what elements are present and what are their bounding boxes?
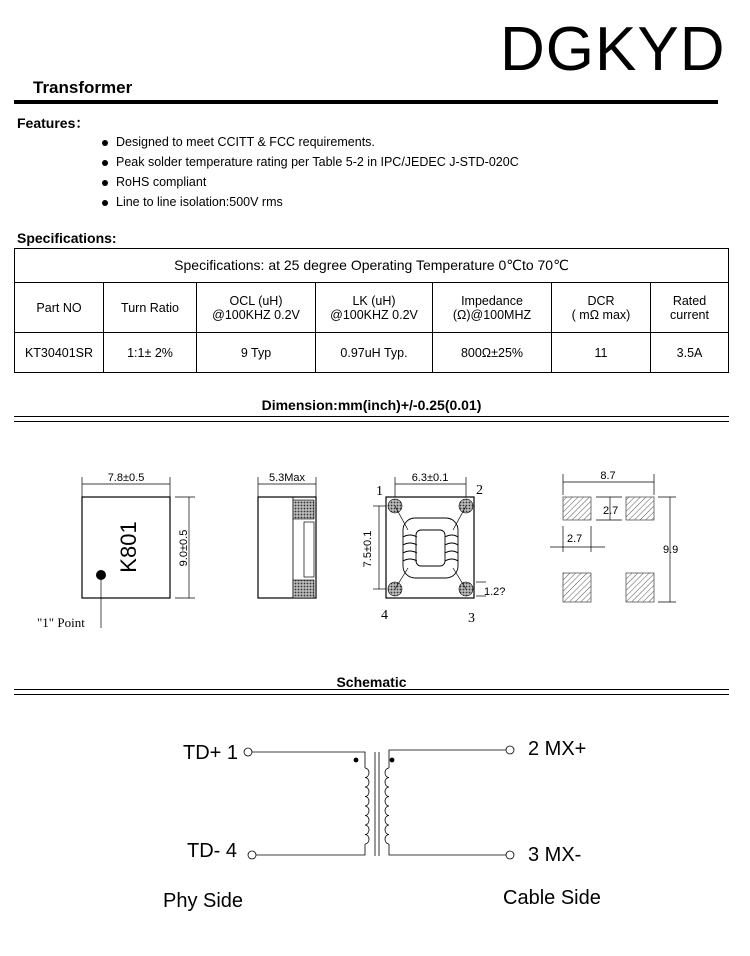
column-header: Rated current — [651, 283, 729, 333]
pin-label: 2 — [476, 483, 483, 498]
pin-mx-plus: 2 MX+ — [528, 738, 587, 760]
column-header: Turn Ratio — [104, 283, 197, 333]
pin-td-plus: TD+ 1 — [183, 742, 239, 764]
side-width-label: 5.3Max — [268, 472, 306, 484]
specifications-label: Specifications: — [17, 230, 117, 246]
header-divider — [14, 100, 718, 104]
land-width-label: 8.7 — [600, 470, 616, 482]
polarity-dot-primary — [354, 758, 359, 763]
point-label: "1" Point — [37, 615, 85, 630]
side-view — [258, 472, 316, 598]
bottom-width-label: 6.3±0.1 — [411, 472, 449, 484]
part-marking: K801 — [116, 521, 141, 573]
pin-label: 4 — [381, 608, 388, 623]
spec-condition: Specifications: at 25 degree Operating Temperature 0℃to 70℃ — [15, 249, 729, 283]
dimension-divider — [14, 416, 729, 422]
pad-size-label: 1.2? — [484, 586, 506, 598]
spec-table — [14, 248, 729, 373]
brand-logo: DGKYD — [500, 15, 726, 84]
spec-cell: KT30401SR — [15, 333, 104, 373]
bottom-height-label: 7.5±0.1 — [362, 530, 374, 568]
land-pad-label: 2.7 — [603, 505, 619, 517]
column-header: LK (uH) @100KHZ 0.2V — [316, 283, 433, 333]
land-height-label: 9.9 — [663, 544, 679, 556]
pin-label: 3 — [468, 611, 475, 626]
column-header: DCR ( mΩ max) — [552, 283, 651, 333]
land-pattern — [550, 470, 678, 602]
top-width-label: 7.8±0.5 — [107, 472, 145, 484]
feature-item: Designed to meet CCITT & FCC requirements. — [100, 132, 519, 152]
dimension-drawings — [0, 440, 750, 650]
phy-side-label: Phy Side — [163, 890, 244, 912]
land-gap-label: 2.7 — [567, 533, 583, 545]
spec-cell: 800Ω±25% — [433, 333, 552, 373]
spec-data-row — [15, 333, 729, 373]
spec-cell: 3.5A — [651, 333, 729, 373]
features-list — [100, 132, 519, 212]
schematic-diagram — [0, 730, 750, 870]
pin-mx-minus: 3 MX- — [528, 844, 582, 866]
dimension-caption: Dimension:mm(inch)+/-0.25(0.01) — [261, 397, 482, 413]
spec-cell: 11 — [552, 333, 651, 373]
spec-cell: 9 Typ — [197, 333, 316, 373]
spec-cell: 1:1± 2% — [104, 333, 197, 373]
top-height-label: 9.0±0.5 — [178, 529, 190, 567]
column-header: Impedance (Ω)@100MHZ — [433, 283, 552, 333]
pin-td-minus: TD- 4 — [187, 840, 237, 862]
features-label: Features： — [17, 115, 90, 131]
polarity-dot-secondary — [390, 758, 395, 763]
document-title: Transformer — [33, 78, 133, 97]
schematic-divider — [14, 689, 729, 695]
feature-item: RoHS compliant — [100, 172, 519, 192]
spec-header-row — [15, 283, 729, 333]
spec-cell: 0.97uH Typ. — [316, 333, 433, 373]
column-header: OCL (uH) @100KHZ 0.2V — [197, 283, 316, 333]
column-header: Part NO — [15, 283, 104, 333]
pin-label: 1 — [376, 484, 383, 499]
top-view — [37, 472, 195, 630]
schematic-caption: Schematic — [336, 674, 407, 690]
bottom-view — [362, 472, 505, 626]
feature-item: Peak solder temperature rating per Table 5-2 in IPC/JEDEC J-STD-020C — [100, 152, 519, 172]
cable-side-label: Cable Side — [503, 887, 601, 909]
feature-item: Line to line isolation:500V rms — [100, 192, 519, 212]
